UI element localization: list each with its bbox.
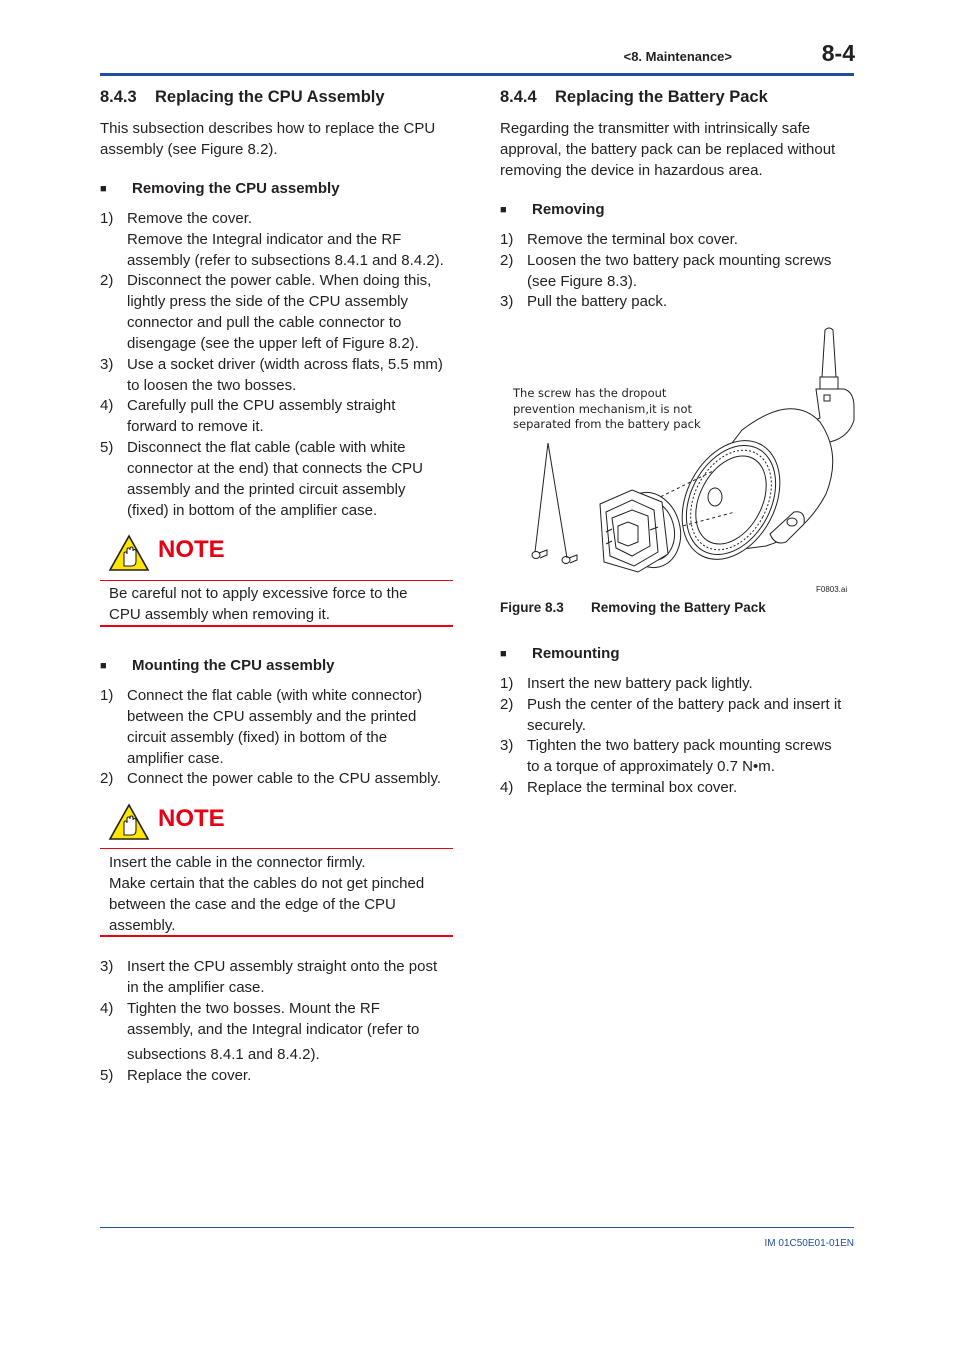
step-line: (see Figure 8.3).	[527, 273, 638, 290]
figure-label: Figure 8.3	[500, 600, 564, 615]
step-line: Carefully pull the CPU assembly straight	[127, 397, 396, 414]
note-line: Insert the cable in the connector firmly.	[109, 854, 366, 871]
intro-line: removing the device in hazardous area.	[500, 162, 763, 179]
step-number: 2)	[500, 696, 514, 713]
step-line: Push the center of the battery pack and insert it	[527, 696, 842, 713]
step-number: 1)	[500, 231, 514, 248]
intro-line: This subsection describes how to replace the CPU	[100, 120, 436, 137]
section-title-8-4-4	[500, 87, 768, 108]
step-number: 4)	[100, 1000, 114, 1017]
intro-paragraph	[500, 118, 854, 181]
intro-line: approval, the battery pack can be replaced without	[500, 141, 836, 158]
step-number: 4)	[500, 779, 514, 796]
step-text	[127, 208, 457, 271]
note-text	[109, 852, 449, 936]
step-number: 3)	[500, 737, 514, 754]
step-text	[527, 777, 857, 798]
subheading-text: Removing	[532, 201, 605, 218]
step-line: assembly and the printed circuit assembly	[127, 481, 406, 498]
note-bottom-rule	[100, 625, 453, 627]
note-label: NOTE	[158, 805, 225, 832]
header-chapter: <8. Maintenance>	[623, 49, 732, 64]
step-line: assembly, and the Integral indicator (refer to	[127, 1021, 420, 1038]
step-line: Disconnect the power cable. When doing this,	[127, 272, 432, 289]
callout-line: separated from the battery pack	[513, 417, 701, 431]
step-line: connector at the end) that connects the CPU	[127, 460, 424, 477]
note-bottom-rule	[100, 935, 453, 937]
step-number: 3)	[100, 958, 114, 975]
step-line: subsections 8.4.1 and 8.4.2).	[127, 1046, 320, 1063]
note-line: assembly.	[109, 917, 176, 934]
subheading-text: Remounting	[532, 645, 620, 662]
note-box-2	[100, 802, 454, 846]
step-line: Tighten the two bosses. Mount the RF	[127, 1000, 380, 1017]
step-line: (fixed) in bottom of the amplifier case.	[127, 502, 378, 519]
step-line: Remove the Integral indicator and the RF	[127, 231, 402, 248]
note-top-rule	[100, 580, 453, 581]
step-text	[527, 250, 857, 292]
note-text	[109, 583, 449, 625]
step-text	[527, 291, 857, 312]
step-line: Connect the power cable to the CPU assembly.	[127, 770, 442, 787]
step-line: forward to remove it.	[127, 418, 264, 435]
step-line: disengage (see the upper left of Figure 8.2).	[127, 335, 419, 352]
document-id: IM 01C50E01-01EN	[764, 1238, 854, 1249]
step-text	[527, 694, 857, 736]
step-line: Remove the terminal box cover.	[527, 231, 738, 248]
step-line: circuit assembly (fixed) in bottom of the	[127, 729, 388, 746]
page-number: 8-4	[821, 40, 855, 66]
step-text	[127, 685, 457, 769]
subheading-mounting-cpu	[100, 655, 335, 677]
figure-callout-note	[513, 386, 701, 433]
step-line: Remove the cover.	[127, 210, 253, 227]
note-line: Make certain that the cables do not get pinched	[109, 875, 425, 892]
warning-hand-icon	[108, 534, 150, 572]
bullet-square: ■	[500, 648, 507, 660]
step-text	[127, 998, 457, 1065]
step-line: Insert the new battery pack lightly.	[527, 675, 753, 692]
step-text	[527, 229, 857, 250]
step-line: assembly (refer to subsections 8.4.1 and 8.4.2).	[127, 252, 444, 269]
intro-line: assembly (see Figure 8.2).	[100, 141, 278, 158]
step-number: 1)	[100, 687, 114, 704]
bullet-square: ■	[100, 660, 107, 672]
bullet-square: ■	[500, 204, 507, 216]
figure-file-name: F0803.ai	[816, 585, 848, 594]
step-number: 5)	[100, 439, 114, 456]
subheading-text: Removing the CPU assembly	[132, 180, 340, 197]
subheading-removing-cpu	[100, 178, 340, 200]
step-line: securely.	[527, 717, 586, 734]
step-text	[527, 673, 857, 694]
step-line: Pull the battery pack.	[527, 293, 668, 310]
section-title-text: Replacing the Battery Pack	[555, 88, 768, 106]
note-line: CPU assembly when removing it.	[109, 606, 330, 623]
step-text	[127, 1065, 457, 1086]
note-top-rule	[100, 848, 453, 849]
step-line: lightly press the side of the CPU assembly	[127, 293, 408, 310]
step-line: between the CPU assembly and the printed	[127, 708, 417, 725]
bullet-square: ■	[100, 183, 107, 195]
step-line: to loosen the two bosses.	[127, 377, 297, 394]
step-line: Tighten the two battery pack mounting screws	[527, 737, 832, 754]
step-text	[127, 270, 457, 354]
step-line: Replace the cover.	[127, 1067, 252, 1084]
subheading-text: Mounting the CPU assembly	[132, 657, 335, 674]
step-number: 3)	[500, 293, 514, 310]
step-line: connector and pull the cable connector to	[127, 314, 402, 331]
step-number: 5)	[100, 1067, 114, 1084]
subheading-removing	[500, 199, 605, 221]
warning-hand-icon	[108, 803, 150, 841]
step-line: Use a socket driver (width across flats, 5.5 mm)	[127, 356, 443, 373]
subheading-remounting	[500, 643, 620, 665]
step-line: Replace the terminal box cover.	[527, 779, 738, 796]
step-line: amplifier case.	[127, 750, 224, 767]
step-number: 3)	[100, 356, 114, 373]
callout-line: prevention mechanism,it is not	[513, 401, 693, 416]
section-title-text: Replacing the CPU Assembly	[155, 88, 385, 106]
step-number: 2)	[100, 272, 114, 289]
step-number: 4)	[100, 397, 114, 414]
step-line: Disconnect the flat cable (cable with white	[127, 439, 406, 456]
step-text	[127, 395, 457, 437]
step-number: 2)	[100, 770, 114, 787]
section-number: 8.4.4	[500, 88, 537, 106]
figure-title: Removing the Battery Pack	[591, 600, 766, 615]
header-rule	[100, 73, 854, 76]
callout-line: The screw has the dropout	[513, 386, 667, 400]
intro-paragraph	[100, 118, 454, 160]
step-text	[127, 956, 457, 998]
note-line: Be careful not to apply excessive force to the	[109, 585, 408, 602]
footer-rule	[100, 1227, 854, 1228]
figure-caption	[500, 597, 766, 618]
step-line: to a torque of approximately 0.7 N•m.	[527, 758, 775, 775]
note-line: between the case and the edge of the CPU	[109, 896, 396, 913]
step-text	[127, 354, 457, 396]
step-line: Loosen the two battery pack mounting screws	[527, 252, 832, 269]
section-title-8-4-3	[100, 87, 385, 108]
step-number: 2)	[500, 252, 514, 269]
step-number: 1)	[500, 675, 514, 692]
note-box-1	[100, 533, 454, 577]
step-line: Insert the CPU assembly straight onto the post	[127, 958, 438, 975]
step-number: 1)	[100, 210, 114, 227]
step-text	[127, 437, 457, 521]
step-text	[527, 735, 857, 777]
note-label: NOTE	[158, 536, 225, 563]
intro-line: Regarding the transmitter with intrinsically safe	[500, 120, 811, 137]
step-line: in the amplifier case.	[127, 979, 265, 996]
step-line: Connect the flat cable (with white connector)	[127, 687, 423, 704]
section-number: 8.4.3	[100, 88, 137, 106]
battery-pack-illustration	[520, 322, 860, 574]
step-text	[127, 768, 457, 789]
